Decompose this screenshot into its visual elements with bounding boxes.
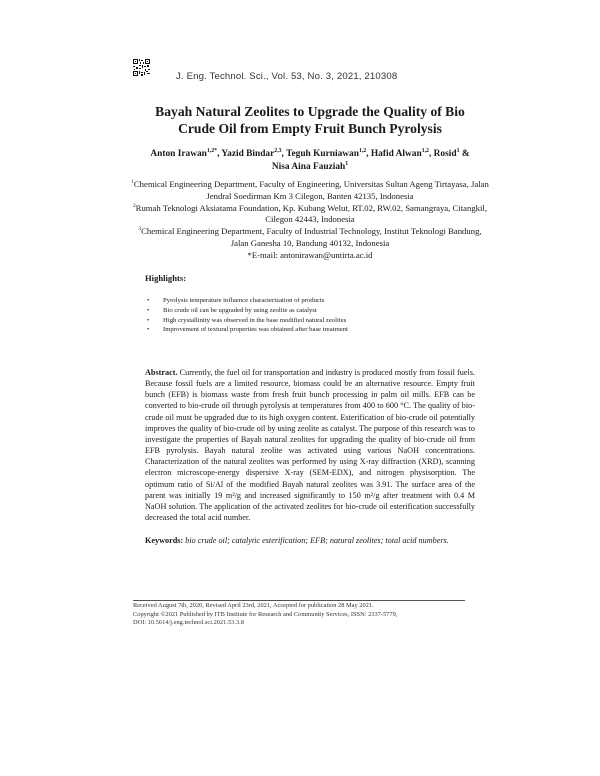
author-name: Hafid Alwan <box>370 149 422 159</box>
affiliations <box>130 179 490 262</box>
author-affil-sup: 1,2 <box>358 147 367 154</box>
keywords-text: bio crude oil; catalytic esterification; EFB; natural zeolites; total acid numbers. <box>185 536 449 545</box>
qr-code-icon <box>133 59 150 76</box>
author-affil-sup: 1 <box>345 160 349 167</box>
highlights-section <box>145 273 485 335</box>
received-dates: Received August 7th, 2020, Revised April 23rd, 2021, Accepted for publication 28 May 2021. <box>133 602 374 609</box>
author-name: Anton Irawan <box>150 149 207 159</box>
bullet-icon: • <box>147 297 150 304</box>
keywords <box>145 535 475 546</box>
bullet-icon: • <box>147 306 150 314</box>
list-item: • Bio crude oil can be upgraded by using zeolite as catalyst <box>147 306 317 314</box>
author-name: Nisa Aina Fauziah <box>271 161 346 172</box>
affiliation-1: $^1$Chemical Engineering Department, Faculty of Engineering, Universitas Sultan Ageng Tirtayasa, Jalan Jendral Soedirman Km 3 Cilegon, Banten 42135, Indonesia <box>131 179 489 201</box>
corresponding-email[interactable]: *E-mail: antonirawan@untirta.ac.id <box>247 249 373 260</box>
author-affil-sup: 1,2* <box>206 147 218 154</box>
author-affil-sup: 1 <box>456 147 460 154</box>
paper-title <box>100 103 520 137</box>
abstract-text: Currently, the fuel oil for transportation and industry is produced mostly from fossil fuels. Because fossil fuels are a limited resource, biomass could be an alternative resource. Empty fruit bunch (EFB) is biomass waste from fresh fruit bunch processing in palm oil mills. EFB can be converted to bio-crude oil through pyrolysis at temperatures from 400 to 600 °C. The quality of bio-crude oil must be upgraded due to its high oxygen content. Esterification of bio-crude oil potentially improves the quality of bio-crude oil by using zeolite as catalyst. The purpose of this research was to investigate the properties of Bayah natural zeolites for upgrading the quality of bio-crude oil from EFB pyrolysis. Bayah natural zeolite was activated using various NaOH concentrations. Characterization of the natural zeolites was performed by using X-ray diffraction (XRD), scanning electron microscope-energy dispersive X-ray (SEM-EDX), and nitrogen physisorption. The optimum ratio of Si/Al of the modified Bayah natural zeolites was 3.91. The surface area of the parent was initially 19 m²/g and increased significantly to 150 m²/g after treatment with 0.4 M NaOH solution. The application of the activated zeolites for bio-crude oil esterification successfully decreased the total acid number. <box>145 368 475 523</box>
copyright-line: Copyright ©2021 Published by ITB Institute for Research and Community Services, ISSN: 2337-5779, <box>133 610 398 618</box>
title-line-2: Crude Oil from Empty Fruit Bunch Pyrolysis <box>178 121 442 136</box>
doi-line[interactable]: DOI: 10.5614/j.eng.technol.sci.2021.53.3.8 <box>133 619 244 627</box>
title-line-1: Bayah Natural Zeolites to Upgrade the Quality of Bio <box>155 104 465 119</box>
bullet-icon: • <box>147 316 150 324</box>
author-name: Teguh Kurniawan <box>286 149 359 159</box>
affiliation-2: $^2$Rumah Teknologi Aksiatama Foundation, Kp. Kubang Welut, RT.02, RW.02, Samangraya, Citangkil, Cilegon 42443, Indonesia <box>132 202 488 225</box>
list-item: • High crystallinity was observed in the base modified natural zeolites <box>147 316 347 324</box>
abstract-label: Abstract. <box>145 368 178 377</box>
author-name: Yazid Bindar <box>221 149 275 159</box>
journal-reference: J. Eng. Technol. Sci., Vol. 53, No. 3, 2021, 210308 <box>176 71 398 82</box>
affiliation-3: $^3$Chemical Engineering Department, Faculty of Industrial Technology, Institut Teknologi Bandung, Jalan Ganesha 10, Bandung 40132, Indonesia <box>138 226 482 248</box>
bullet-icon: • <box>147 326 150 334</box>
list-item: • Improvement of textural properties was obtained after base treatment <box>147 326 348 334</box>
highlights-list <box>145 296 485 335</box>
footer-divider <box>133 600 465 601</box>
author-name: Rosid <box>433 149 457 159</box>
publication-footer <box>133 602 473 628</box>
author-affil-sup: 2,3 <box>274 147 282 154</box>
highlights-heading: Highlights: <box>145 273 187 283</box>
list-item: • Pyrolysis temperature influence characterization of products <box>147 297 325 304</box>
abstract <box>145 367 475 523</box>
author-affil-sup: 1,2 <box>421 147 429 154</box>
author-list: Anton Irawan$^{1,2*}$, Yazid Bindar$^{2,3}$, Teguh Kurniawan$^{1,2}$, Hafid Alwan$^{1,2}$, Rosid$^1$ & Nisa Aina Fauziah$^1$ <box>150 147 470 172</box>
keywords-label: Keywords: <box>145 536 184 545</box>
